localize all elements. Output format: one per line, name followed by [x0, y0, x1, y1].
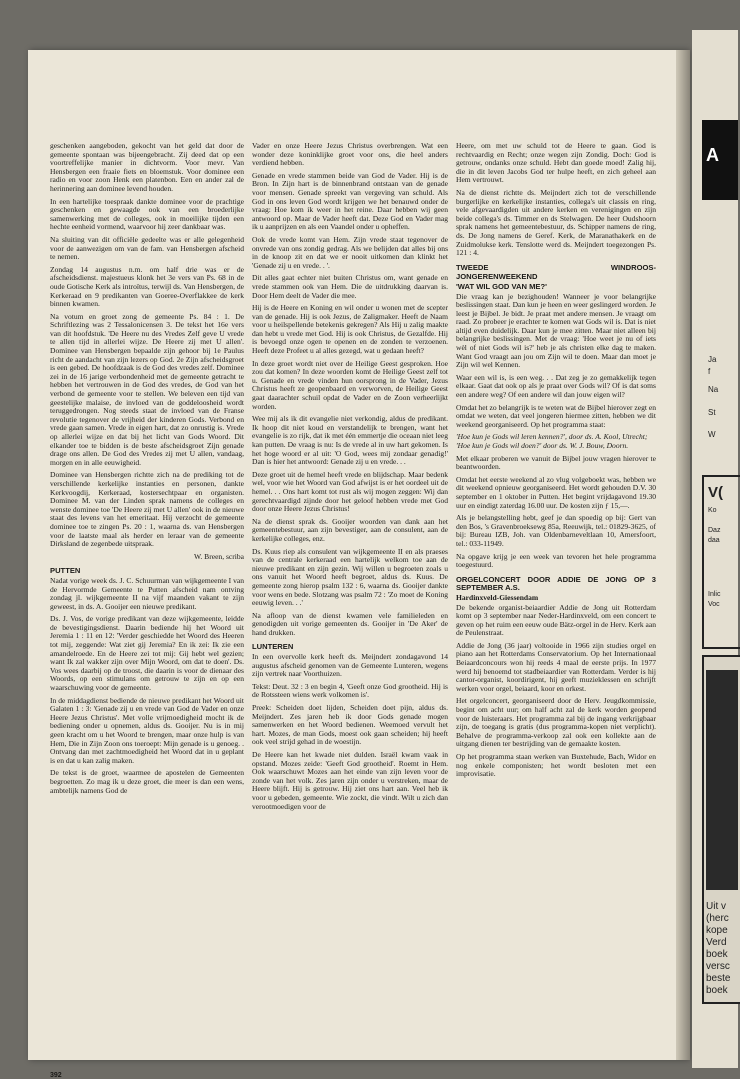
paragraph: Heere, om met uw schuld tot de Heere te gaan. God is rechtvaardig en Recht; onze wegen zijn Zondig. Doch: God is getrouw, ondanks onze schuld. Hebt dan goede moed! Zalig hij, die in dit leven Jacobs God ter hulpe heeft, en zich geheel aan Hem vertrouwt. [456, 141, 656, 185]
program-item: 'Hoe kun je Gods wil leren kennen?', door ds. A. Kool, Utrecht; [456, 432, 648, 442]
page-number: 392 [50, 1072, 62, 1079]
paragraph: Vader en onze Heere Jezus Christus overbrengen. Wat een wonder deze koninklijke groet voor ons, die heel anders verdiend hebben. [252, 141, 448, 168]
paragraph: Nadat vorige week ds. J. C. Schuurman van wijkgemeente I van de Hervormde Gemeente te Putten afscheid nam ontving zondag jl. wijkgemeente II na vijf maanden vakant te zijn geweest, in ds. A. Gooijer een nieuwe predikant. [50, 575, 244, 611]
column-1 [50, 142, 244, 799]
section-heading-jongerenweekend: JONGERENWEEKEND [456, 272, 538, 282]
paragraph: In een overvolle kerk heeft ds. Meijndert zondagavond 14 augustus afscheid genomen van de Gemeente Lunteren, wegens zijn vertrek naar Voorthuizen. [252, 652, 448, 679]
paragraph: Als je belangstelling hebt, geef je dan spoedig op bij: Gert van den Bos, 's Gravenbroeksewg 85a, Reeuwijk, tel.: 01829-3625, of bij: Bureau IZB, Joh. van Oldenbarneveltlaan 10, Amersfoort, tel.: 033-11949. [456, 513, 656, 548]
paragraph: Na votum en groet zong de gemeente Ps. 84 : 1. De Schriftlezing was 2 Tessalonicensen 3. De tekst het 16e vers van dit hoofdstuk. 'De Heere nu des Vredes Zelf geve U vrede te allen tijd in allerlei wijze. De Heere zij met U allen'. Dominee van Hensbergen bepaalde zijn gehoor bij 1e Paulus richt de aandacht van zijn lezers op God. 2e Zijn afscheidsgroet is een gebed. De hoofdzaak is de God des vredes zelf. Dominee zei in de 16 jarige verbondenheid met de gemeente getracht te hebben het vertrouwen in de God des vredes, de God van het verbond de gemeente voor te stellen. We beleven een tijd van geestelijke malaise, de invloed van de goddeloosheid wordt teruggedrongen. Nog steeds staat de invloed van de Franse revolutie tegenover de vrijheid der kinderen Gods. Verbond en vrede gaan samen. Vrede in eigen hart, dat zo onrustig is. Vrede op allerlei wijze en dat bij het licht van Gods Woord. Dit elkander toe te bidden is de beste afscheidsgroet Zijn genade drage ons allen. De God des Vredes zij met U allen, vandaag, morgen en in alle eeuwigheid. [50, 311, 244, 467]
section-heading-wat-wil-god: 'WAT WIL GOD VAN ME?' [456, 281, 547, 291]
paragraph: Het orgelconcert, georganiseerd door de Herv. Jeugdkommissie, begint om acht uur; om half acht zal de kerk worden geopend voor de luisteraars. Het programma zal bij de ingang verkrijgbaar zijn, de toegang is gratis (dus programma-kopen niet verplicht). Behalve de programma-verkoop zal ook een kollekte aan de uitgang dienen ter bestrijding van de gemaakte kosten. [456, 696, 656, 749]
section-heading-windroos [456, 264, 656, 273]
column-2 [252, 142, 448, 815]
paragraph: Wee mij als ik dit evangelie niet verkondig, aldus de predikant. Ik hoop dit niet koud en verstandelijk te brengen, want het evangelie is zo rijk, dat ik met één emmertje die oceaan niet leeg kan putten. De vraag is nu: Is de vrede al in uw hart gekomen. Is het hoge woord er al uit: 'O God, wees mij zondaar genadig!' Dan is hier het antwoord: Genade zij u en vrede. . . [252, 414, 448, 467]
paragraph: Tekst: Deut. 32 : 3 en begin 4, 'Geeft onze God grootheid. Hij is de Rotssteen wiens werk volkomen is'. [252, 681, 448, 700]
heading-part: TWEEDE [456, 262, 489, 272]
text-fragment: Voc [708, 601, 720, 608]
paragraph: Preek: Scheiden doet lijden, Scheiden doet pijn, aldus ds. Meijndert. Zes jaren heb ik door Gods genade mogen samenwerken en het Woord bedienen. Weemoed vervult het hart. Mozes, de man Gods, moest ook gaan scheiden; hij heeft ook veel strijd gehad in de woestijn. [252, 703, 448, 747]
text-fragment: V( [708, 484, 723, 501]
paragraph: De Heere kan het kwade niet dulden. Israël kwam vaak in opstand. Mozes zeide: 'Geeft God grootheid'. Roemt in Hem. Ook waarschuwt Mozes aan het einde van zijn leven voor de zonde van het volk. Zes jaren zijn onder u verstreken, maar de Heere blijft. Hij is getrouw. Hij ziet ons hart aan. Veel heb ik voor u gebeden, gemeente. Wie zockt, die vindt. Wilt u zich dan verootmoedigen voor de [252, 750, 448, 811]
program-item: 'Hoe kun je Gods wil doen?' door ds. W. J. Bouw, Doorn. [456, 441, 629, 450]
paragraph: Omdat het eerste weekend al zo vlug volgeboekt was, hebben we dit weekend opnieuw georganiseerd. Het wordt gehouden D.V. 30 september en 1 oktober in Putten. Het begint vrijdagavond 19.30 uur en eindigt zaterdag 16.00 uur. De kosten zijn ƒ 15,—. [456, 474, 656, 510]
paragraph: Na de dienst richtte ds. Meijndert zich tot de verschillende burgerlijke en kerkelijke instanties, collega's uit classis en ring, vele afgevaardigden uit andere kerken en verenigingen en zijn beide collega's ds. Timmer en ds Stelwagen. De heer Oudshoorn sprak namens het gemeentebestuur, ds. Schipper namens de ring, ds. De Jong namens de Geref. Kerk, de Maranathakerk en de Zuidmolukse kerk. Tenslotte werd ds. Meijndert toegezongen Ps. 121 : 4. [456, 187, 656, 258]
paragraph: Op het programma staan werken van Buxtehude, Bach, Widor en nog enkele componisten; het wordt besloten met een improvisatie. [456, 752, 656, 779]
paragraph: Dominee van Hensbergen richtte zich na de prediking tot de verschillende kerkelijke instanties en personen, dankte Kerkvoogdij, Kerkeraad, kostersechtpaar en organisten. Dominee M. van der Linden sprak namens de colleges en wenste dominee toe 'De Heere zij met U allen' ook in de nieuwe staat des levens van het emeritaat. Hij verzocht de gemeente dominee toe te zingen Ps. 20 : 1, waarna ds. van Hensbergen voor de laatste maal als herder en leraar van de gemeente Dirksland de zegenbede uitspraak. [50, 470, 244, 549]
paragraph: Omdat het zo belangrijk is te weten wat de Bijbel hierover zegt en omdat we weten, dat veel jongeren hiermee zitten, hebben we dit weekend georganiseerd. Op het programma staat: [456, 402, 656, 429]
paragraph: Waar een wil is, is een weg. . . Dat zeg je zo gemakkelijk tegen elkaar. Gaat dat ook op als je praat over Gods wil? Of is dat soms een andere weg? Of een andere wil dan jouw eigen wil? [456, 372, 656, 400]
text-fragment: Uit v [706, 901, 726, 912]
text-fragment: f [708, 367, 711, 376]
text-fragment: daa [708, 537, 720, 544]
paragraph: Genade en vrede stammen beide van God de Vader. Hij is de Bron. In Zijn hart is de binnenbrand ontstaan van de genade voor mensen. Genade spreekt van vergeving van schuld. Als God in ons leven God wordt krijgen we het benauwd onder de vraag: Hoe kom ik weer in het reine. Daar hebben wij geen antwoord op. Maar de Vader heeft dat. Deze God en Vader mag ik u aanprijzen en als een Vaandel onder u opheffen. [252, 170, 448, 232]
paragraph: Na sluiting van dit officiële gedeelte was er alle gelegenheid voor de aanwezigen om van de fam. van Hensbergen afscheid te nemen. [50, 234, 244, 262]
paragraph: Zondag 14 augustus n.m. om half drie was er de afscheidsdienst. majestueus klonk het 3e vers van Ps. 68 in de oude Gotische Kerk als introïtus, terwijl ds. Van Hensbergen, de Kerkeraad en 9 predikanten van Goeree-Overflakkee de kerk binnen kwamen. [50, 264, 244, 309]
text-fragment: beste [706, 973, 731, 984]
text-fragment: (herc [706, 913, 729, 924]
paragraph: Na de dienst sprak ds. Gooijer woorden van dank aan het gemeentebestuur, aan zijn bevestiger, aan de consulent, aan de kerkelijke colleges, enz. [252, 516, 448, 543]
text-fragment: boek [706, 985, 728, 996]
adjacent-page-edge [692, 30, 738, 1068]
ad-box [702, 475, 740, 649]
paragraph: Na afloop van de dienst kwamen vele familieleden en genodigden uit vorige gemeenten ds. Gooijer in 'De Aker' de hand drukken. [252, 610, 448, 637]
paragraph: De tekst is de groet, waarmee de apostelen de Gemeenten begroetten. Zo mag ik u deze groet, die meer is dan een wens, ambtelijk namens God de [50, 768, 244, 795]
paragraph: In deze groet wordt niet over de Heilige Geest gesproken. Hoe zou dat komen? In deze woorden komt de Heilige Geest zelf tot u. Genade en vrede vinden hun oorsprong in de Vader, Jezus Christus heeft ze geopenbaard en verworven, de Heilige Geest gaat daarachter schuil opdat de Vader en de Zoon verheerlijkt worden. [252, 358, 448, 411]
dark-image [706, 670, 738, 890]
section-subheading: Hardinxveld-Giessendam [456, 592, 539, 602]
section-heading-orgelconcert: ORGELCONCERT DOOR ADDIE DE JONG OP 3 SEPTEMBER A.S. [456, 574, 656, 593]
text-fragment: Ko [708, 507, 717, 514]
section-heading-putten: PUTTEN [50, 566, 81, 576]
text-fragment: St [708, 408, 716, 417]
text-fragment: kope [706, 925, 728, 936]
paragraph: In een hartelijke toespraak dankte dominee voor de prachtige geschenken en gewaagde ook van een broederlijke samenwerking met de colleges, ook in moeilijke tijden een hechte eenheid vormend, waarvoor hij zeer dankbaar was. [50, 196, 244, 232]
paragraph: Dit alles gaat echter niet buiten Christus om, want genade en vrede stammen ook van Hem. Die de uitdrukking daarvan is. Door Hem deelt de Vader die mee. [252, 273, 448, 300]
text-fragment: Daz [708, 527, 721, 534]
section-heading-lunteren: LUNTEREN [252, 642, 294, 652]
paragraph: geschenken aangeboden, gekocht van het geld dat door de gemeente spontaan was bijeengebracht. Zij deed dat op een voortreffelijke manier in dichtvorm. Voor mevr. Van Hensbergen een fraaie fiets en bloemstuk. Voor dominee een radio en voor zoon Henk een platenbon. Een en ander zal de herinnering aan dominee levend houden. [50, 141, 244, 193]
paragraph: Na opgave krijg je een week van tevoren het hele programma toegestuurd. [456, 551, 656, 570]
text-fragment: versc [706, 961, 730, 972]
paragraph: Ds. J. Vos, de vorige predikant van deze wijkgemeente, leidde de bevestigingsdienst. Daarin bediende hij het Woord uit Jeremia 1 : 11 en 12: 'Verder geschiedde het Woord des Heeren tot mij, zeggende: Wat ziet gij Jeremia? En ik zei: Ik zie een amandelroede. En de Heere zei tot mij: Gij hebt wel gezien; want Ik zal wakker zijn over Mijn Woord, om dat te doen'. Ds. Vos wees daarbij op de troost, die daarin is voor de dienaar des Woords, op een stimulans om getrouw te zijn en op een waarschuwing voor de gemeente. [50, 614, 244, 693]
signature: W. Breen, scriba [193, 551, 244, 561]
paragraph: In de middagdienst bediende de nieuwe predikant het Woord uit Galaten 1 : 3: 'Genade zij u en vrede van God de Vader en onze Heere Jezus Christus'. Met volle vrijmoedigheid mocht ik de bediening onder u opnemen, aldus ds. Gooijer. Nu is in mij geen kracht om u het Woord te brengen, maar onze hulp is van Hem, Die in Zijn Zoon ons toeroept: Mijn genade is u genoeg. . Ontvang dan met zachtmoedigheid het Woord dat in u geplant is en dat u kan zalig maken. [50, 695, 244, 765]
paragraph: Addie de Jong (36 jaar) voltooide in 1966 zijn studies orgel en piano aan het Rotterdams Conservatorium. Op het Internationaal Beiaardconcours won hij reeds 4 maal de eerste prijs. In 1977 werd hij benoemd tot stadbeiaardier van Rotterdam. Verder is hij cantor-organist, koordirigent, hij geeft muzieklessen en schrijft werken voor orgel, beiaard, koor en orkest. [456, 640, 656, 693]
paragraph: Ook de vrede komt van Hem. Zijn vrede staat tegenover de onvrede van ons zondig gedrag. Als we belijden dat alles bij ons in de knoop zit en dat we er nooit uitkomen dan klinkt het 'Genade zij u en vrede. . '. [252, 234, 448, 270]
text-fragment: Ja [708, 355, 717, 364]
text-fragment: W [708, 430, 716, 439]
ad-glyph: A [706, 145, 719, 165]
paragraph: Met elkaar proberen we vanuit de Bijbel jouw vragen hierover te beantwoorden. [456, 453, 656, 472]
text-fragment: Verd [706, 937, 727, 948]
text-fragment: Inlic [708, 591, 721, 598]
paragraph: De bekende organist-beiaardier Addie de Jong uit Rotterdam komt op 3 september naar Neder-Hardinxveld, om een concert te geven op het ruim een eeuw oude Bätz-orgel in de Herv. Kerk aan de Peulenstraat. [456, 602, 656, 638]
book-gutter [676, 50, 690, 1060]
text-fragment: Na [708, 385, 719, 394]
heading-part: WINDROOS- [610, 262, 656, 272]
paragraph: Deze groet uit de hemel heeft vrede en blijdschap. Maar bedenk wel, voor wie het Woord van God afwijst is er het oordeel uit de hemel. . . Ons hart komt tot rust als wij mogen zeggen: Wij dan gerechtvaardigd zijnde door het geloof hebben vrede met God door onze Heere Jezus Christus! [252, 469, 448, 514]
paragraph: Die vraag kan je bezighouden! Wanneer je voor belangrijke beslissingen staat. Dan kun je heen en weer geslingerd worden. Je leest je Bijbel. Je bidt. Je praat met andere mensen. Je vraagt om raad. Zo probeer je erachter te komen wat Gods wil is. Dat is niet altijd even duidelijk. Daar kun je mee zitten. Maar niet alleen bij belangrijke beslissingen. Met de vraag: 'Hoe weet je nu of iets wèl of niet Gods wil is?' heb je als christen elke dag te maken. Want God vraagt aan jou om Zijn wil te doen. Maar dan moet je Zijn wil wel Kennen. [456, 291, 656, 370]
column-3 [456, 142, 656, 783]
newspaper-page [28, 50, 688, 1079]
paragraph: Ds. Kuus riep als consulent van wijkgemeente II en als praeses van de centrale kerkeraad een hartelijk welkom toe aan de nieuwe predikant en zijn gezin. Wij willen u begroeten zoals u ons vanuit het Woord heeft begroet, aldus ds. Kuus. De gemeente zong hierop psalm 132 : 6, waarna ds. Gooijer dankte voor wens en bede. Slotzang was psalm 72 : 'Zo moet de Koning eeuwig leven. . .' [252, 546, 448, 608]
paragraph: Hij is de Heere en Koning en wil onder u wonen met de scepter van de genade. Hij is ook Jezus, de Zaligmaker. Heeft de Naam voor u heilspellende betekenis gekregen? Als Hij u zalig maakte dan hebt u vrede met God. Hij is ook Christus, de Gezalfde. Hij is bevoegd onze ogen te openen en de zonden te verzoenen. Heeft deze Profeet u al alles gezegd, wat u gedaan heeft? [252, 303, 448, 356]
text-fragment: boek [706, 949, 728, 960]
